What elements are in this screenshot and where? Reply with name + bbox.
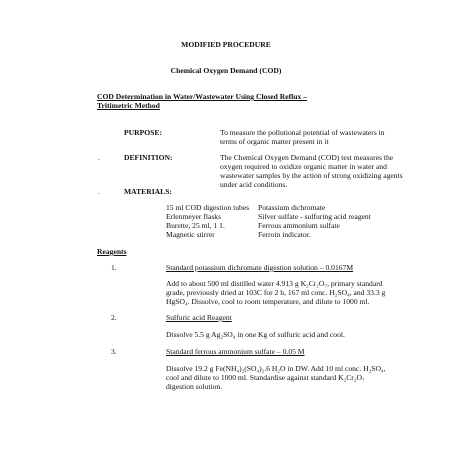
reagent-1-line3: HgSO₄. Dissolve, cool to room temperature, and dilute to 1000 ml. [166, 297, 370, 306]
reagent-3-line3: digestion solution. [166, 382, 223, 391]
reagent-2-line1: Dissolve 5.5 g Ag₂SO₄ in one Kg of sulfuric acid and cool. [166, 330, 345, 339]
definition-line3: wastewater samples by the action of strong oxidizing agents [220, 171, 403, 180]
definition-line4: under acid conditions. [220, 180, 288, 189]
material-right-2: Silver sulfate - sulfuring acid reagent [258, 212, 371, 221]
purpose-line1: To measure the pollutional potential of wastewaters in [220, 128, 385, 137]
materials-label: MATERIALS: [124, 187, 172, 196]
material-left-4: Magnetic stirrer [166, 230, 215, 239]
definition-line1: The Chemical Oxygen Demand (COD) test measures the [220, 153, 394, 162]
purpose-line2: terms of organic matter present in it [220, 137, 329, 146]
reagent-3-number: 3. [111, 347, 117, 356]
reagent-1-line1: Add to about 500 ml distilled water 4.913 g K₂Cr₂O₇, primary standard [166, 279, 383, 288]
doc-subheading: Chemical Oxygen Demand (COD) [170, 66, 282, 75]
doc-title-line2: Tritimetric Method [97, 101, 160, 110]
material-right-4: Ferroin indicator. [258, 230, 311, 239]
material-left-1: 15 ml COD digestion tubes [166, 203, 250, 212]
material-right-3: Ferrous ammonium sulfate [258, 221, 340, 230]
definition-bullet: . [98, 153, 100, 162]
material-left-2: Erlenmeyer flasks [166, 212, 222, 221]
reagent-3-title: Standard ferrous ammonium sulfate – 0.05 M [166, 347, 305, 356]
material-left-3: Burette, 25 ml, 1 1. [166, 221, 225, 230]
doc-title-line1: COD Determination in Water/Wastewater Using Closed Reflux – [97, 92, 308, 101]
doc-heading: MODIFIED PROCEDURE [181, 40, 271, 49]
reagent-2-number: 2. [111, 313, 117, 322]
definition-label: DEFINITION: [124, 153, 173, 162]
definition-line2: oxygen required to oxidize organic matter in water and [220, 162, 387, 171]
purpose-label: PURPOSE: [124, 128, 162, 137]
reagent-2-title: Sulfuric acid Reagent [166, 313, 232, 322]
reagent-1-title: Standard potassium dichromate digestion solution – 0.0167M [166, 263, 354, 272]
reagent-1-line2: grade, previously dried at 103C for 2 h, 167 ml conc. H₂SO₄, and 33.3 g [166, 288, 386, 297]
material-right-1: Potassium dichromate [258, 203, 326, 212]
reagent-1-number: 1. [111, 263, 117, 272]
reagents-heading: Reagents [97, 247, 127, 256]
reagent-3-line1: Dissolve 19.2 g Fe(NH₄)₂(SO₄)₂.6 H₂O in DW. Add 10 ml conc. H₂SO₄, [166, 364, 386, 373]
materials-bullet: . [98, 187, 100, 196]
reagent-3-line2: cool and dilute to 1000 ml. Standardise against standard K₂Cr₂O₇ [166, 373, 365, 382]
